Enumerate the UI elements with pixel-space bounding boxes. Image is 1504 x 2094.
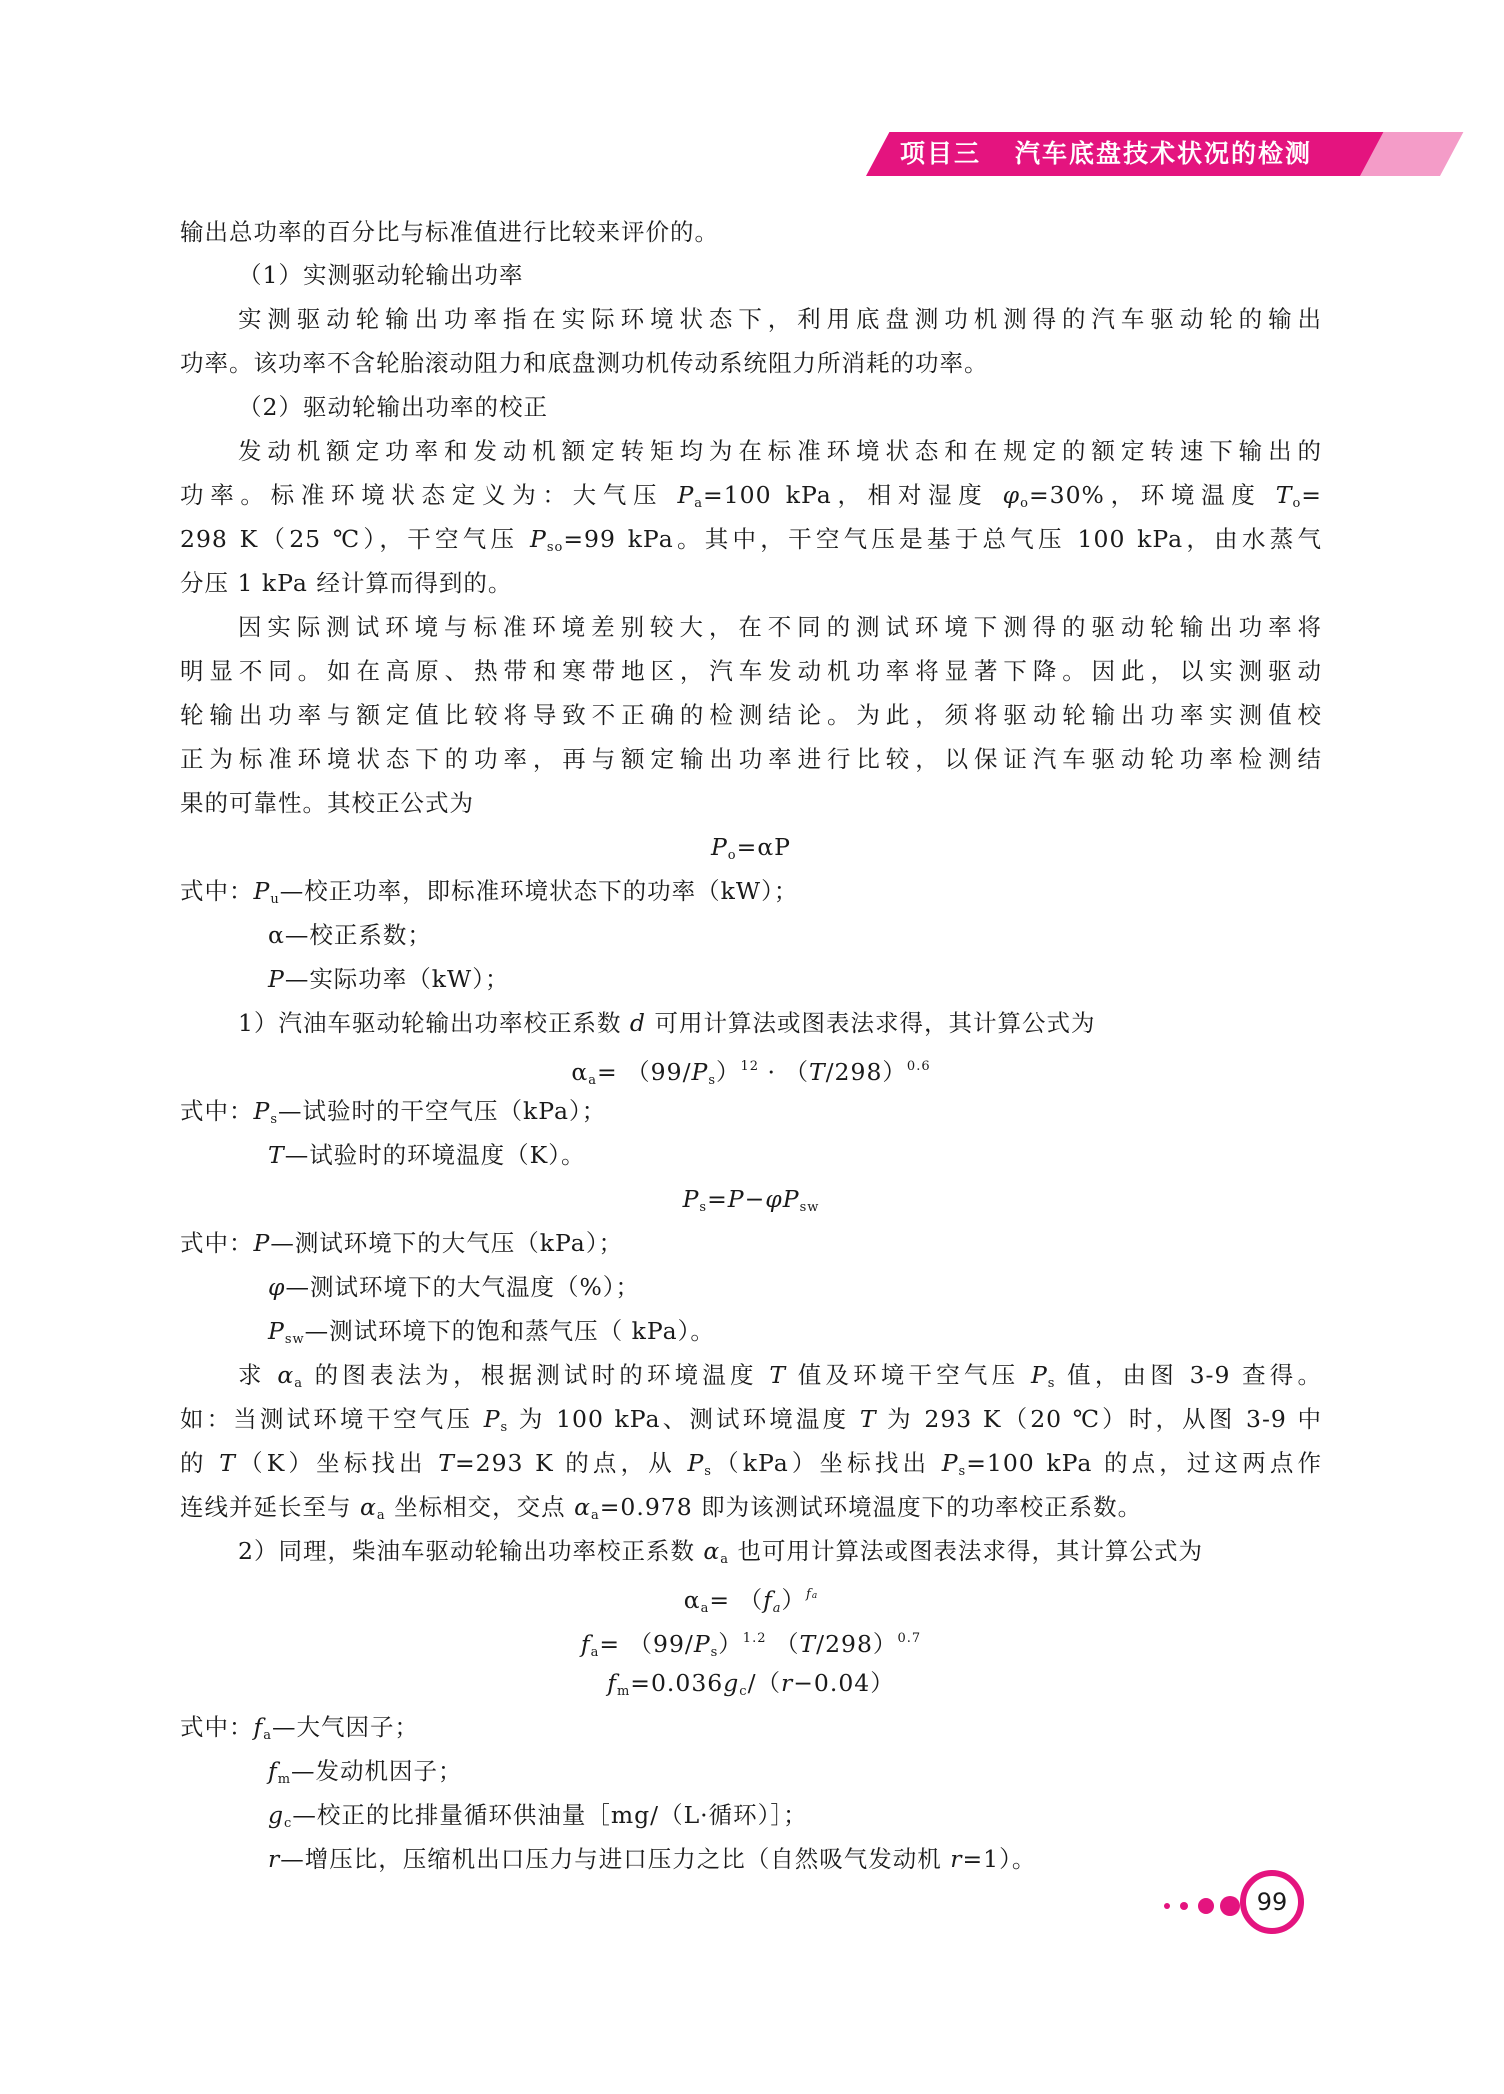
paragraph-line: 求 $\alpha_a$ 的图表法为，根据测试时的环境温度 T 值及环境干空气压 $P_s$ 值，由图 3-9 查得。 bbox=[238, 1361, 1322, 1391]
paragraph-line: 连线并延长至与 $\alpha_a$ 坐标相交，交点 $\alpha_a=0.978$ 即为该测试环境温度下的功率校正系数。 bbox=[180, 1493, 1143, 1523]
paragraph-line: 298 K（25 ℃），干空气压 $P_{so}=99$ kPa。其中，干空气压是基于总气压 100 kPa，由水蒸气 bbox=[180, 525, 1323, 555]
paragraph-line: 实测驱动轮输出功率指在实际环境状态下，利用底盘测功机测得的汽车驱动轮的输出 bbox=[238, 305, 1322, 333]
paragraph-line: 发动机额定功率和发动机额定转矩均为在标准环境状态和在规定的额定转速下输出的 bbox=[238, 437, 1322, 465]
paragraph-line: 明显不同。如在高原、热带和寒带地区，汽车发动机功率将显著下降。因此，以实测驱动 bbox=[180, 657, 1322, 685]
header-section: 项目三 bbox=[900, 139, 982, 168]
where-line: 式中：P—测试环境下的大气压（kPa）； bbox=[180, 1229, 624, 1257]
where-line: α—校正系数； bbox=[268, 921, 432, 949]
where-line: T—试验时的环境温度（K）。 bbox=[268, 1141, 586, 1169]
where-line: $f_m—$发动机因子； bbox=[268, 1757, 463, 1787]
formula-power-correction: $P_o=\alpha P$ bbox=[710, 833, 791, 863]
where-line: $g_c—$校正的比排量循环供油量［mg/（L·循环）］； bbox=[268, 1801, 808, 1831]
paragraph-line: 因实际测试环境与标准环境差别较大，在不同的测试环境下测得的驱动轮输出功率将 bbox=[238, 613, 1322, 641]
dot-large bbox=[1198, 1898, 1214, 1914]
subheading: （2）驱动轮输出功率的校正 bbox=[238, 393, 548, 421]
paragraph-line: 果的可靠性。其校正公式为 bbox=[180, 789, 474, 817]
page-number: 99 bbox=[1240, 1870, 1304, 1934]
formula-atmospheric-factor: $f_a= (99/P_s)^{1.2}$ $(T/298)^{0.7}$ bbox=[580, 1630, 922, 1660]
step-line: 2）同理，柴油车驱动轮输出功率校正系数 $\alpha_a$ 也可用计算法或图表法求得，其计算公式为 bbox=[238, 1537, 1204, 1567]
formula-engine-factor: $f_m=0.036g_c/(r-0.04)$ bbox=[607, 1669, 895, 1699]
formula-diesel-alpha: $\alpha_a= (f_a)^{fa}$ bbox=[683, 1586, 819, 1616]
header-title: 汽车底盘技术状况的检测 bbox=[1015, 139, 1313, 168]
dot-xlarge bbox=[1220, 1896, 1240, 1916]
paragraph-line: 的 T（K）坐标找出 T=293 K 的点，从 $P_s(kPa)$坐标找出 $P_s=100$ kPa 的点，过这两点作 bbox=[180, 1449, 1322, 1479]
paragraph-line: 正为标准环境状态下的功率，再与额定输出功率进行比较，以保证汽车驱动轮功率检测结 bbox=[180, 745, 1322, 773]
where-line: $P_{sw}—$测试环境下的饱和蒸气压（ kPa）。 bbox=[268, 1317, 715, 1347]
subheading: （1）实测驱动轮输出功率 bbox=[238, 261, 524, 289]
formula-gasoline-alpha: $\alpha_a= (99/P_s)^{12} \cdot (T/298)^{0.6}$ bbox=[571, 1058, 931, 1088]
running-header bbox=[900, 134, 1312, 174]
where-line: φ—测试环境下的大气温度（%）； bbox=[268, 1273, 641, 1301]
where-line: r—增压比，压缩机出口压力与进口压力之比（自然吸气发动机 r=1）。 bbox=[268, 1845, 1037, 1873]
paragraph-line: 轮输出功率与额定值比较将导致不正确的检测结论。为此，须将驱动轮输出功率实测值校 bbox=[180, 701, 1322, 729]
paragraph-line: 功率。该功率不含轮胎滚动阻力和底盘测功机传动系统阻力所消耗的功率。 bbox=[180, 349, 989, 377]
paragraph-line: 功率。标准环境状态定义为：大气压 $P_a=100$ kPa，相对湿度 $\varphi_o=30\%$，环境温度 $T_o=$ bbox=[180, 481, 1322, 511]
paragraph-line: 输出总功率的百分比与标准值进行比较来评价的。 bbox=[180, 218, 719, 246]
step-line: 1）汽油车驱动轮输出功率校正系数 d 可用计算法或图表法求得，其计算公式为 bbox=[238, 1009, 1096, 1037]
dot-medium bbox=[1180, 1902, 1188, 1910]
where-line: 式中：$P_u—$校正功率，即标准环境状态下的功率（kW）； bbox=[180, 877, 799, 907]
paragraph-line: 如：当测试环境干空气压 $P_s$ 为 100 kPa、测试环境温度 T 为 293 K（20 ℃）时，从图 3-9 中 bbox=[180, 1405, 1322, 1435]
where-line: 式中：$P_s—$试验时的干空气压（kPa）； bbox=[180, 1097, 607, 1127]
dot-small bbox=[1164, 1903, 1170, 1909]
formula-dry-air-pressure: $P_s=P-\varphi P_{sw}$ bbox=[682, 1185, 820, 1215]
where-line: P—实际功率（kW）； bbox=[268, 965, 510, 993]
paragraph-line: 分压 1 kPa 经计算而得到的。 bbox=[180, 569, 513, 597]
where-line: 式中：$f_a—$大气因子； bbox=[180, 1713, 419, 1743]
